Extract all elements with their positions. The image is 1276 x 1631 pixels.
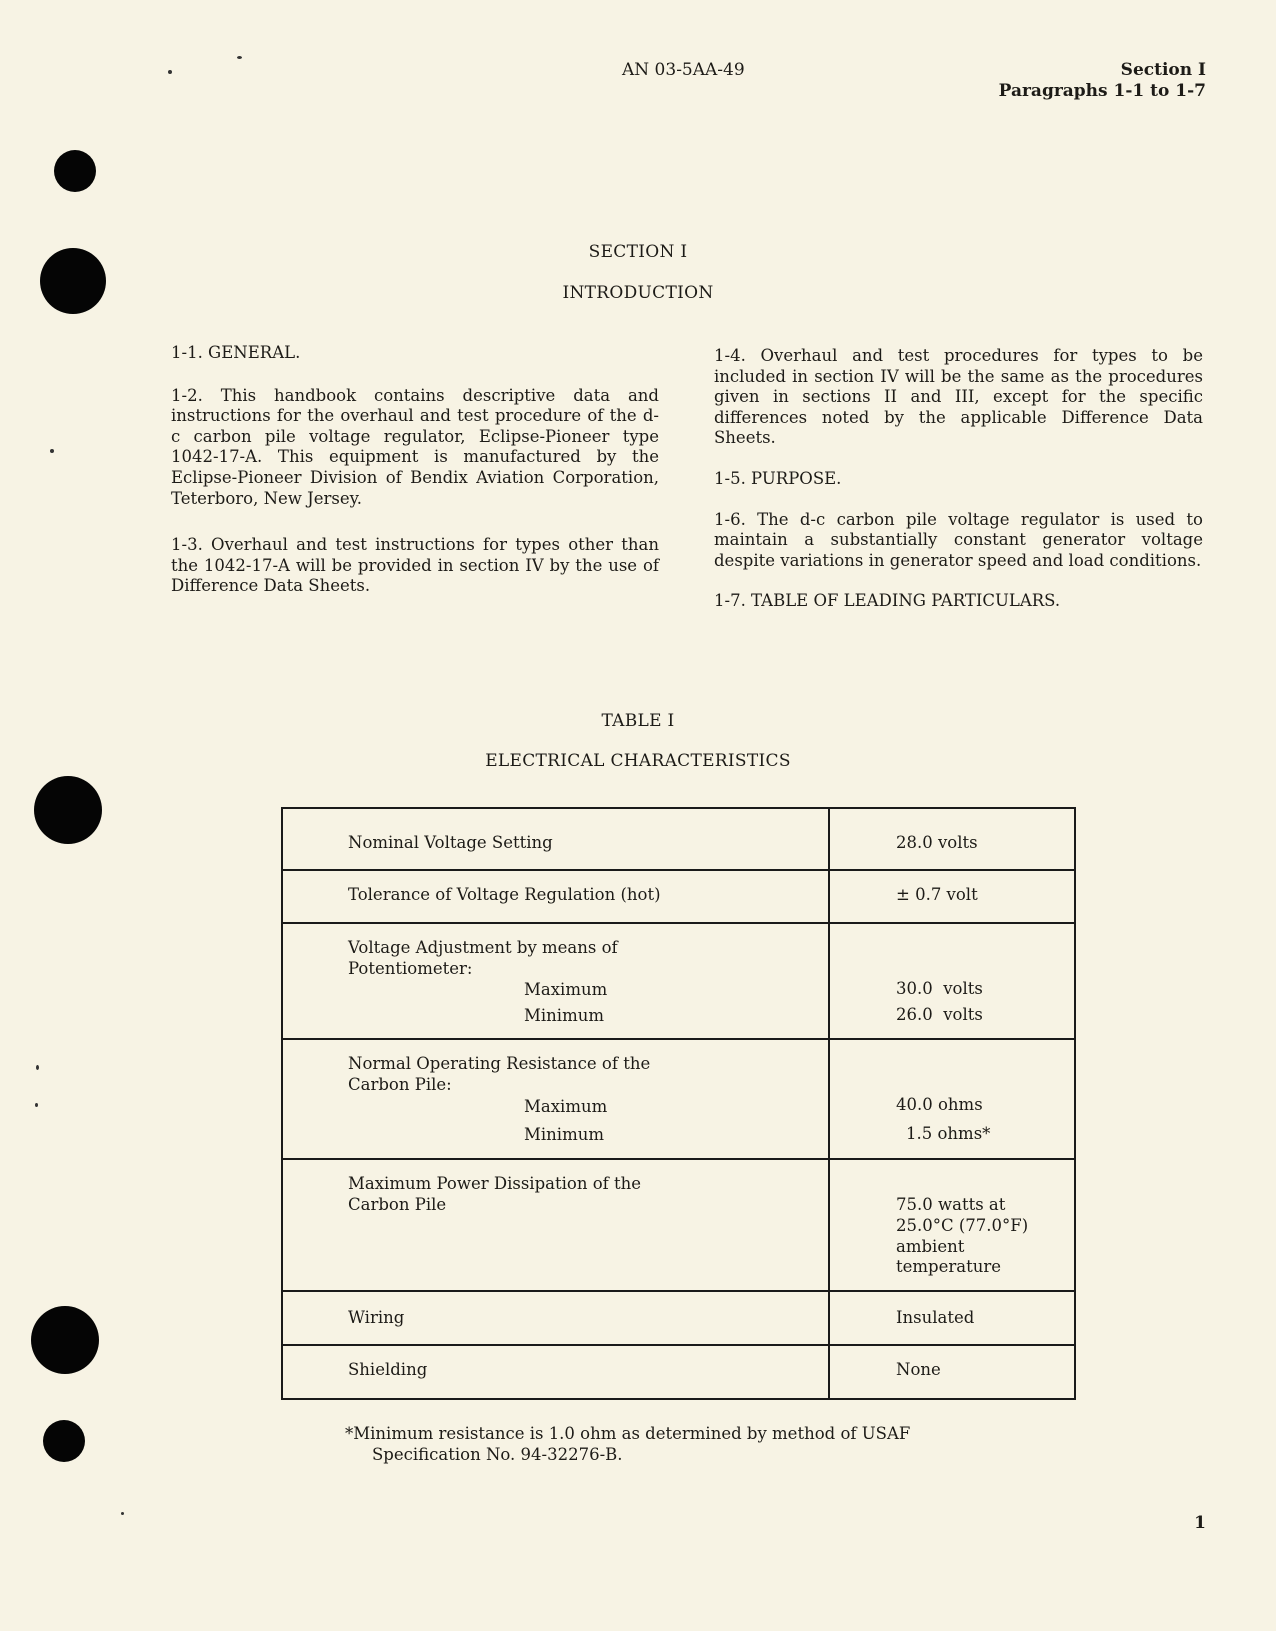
table-row (282, 870, 1075, 923)
min-label: Minimum (524, 1125, 604, 1145)
table-row (282, 1291, 1075, 1345)
document-number: AN 03-5AA-49 (622, 60, 745, 80)
table-footnote (345, 1423, 910, 1465)
scan-speck (35, 1103, 38, 1107)
table-caption: ELECTRICAL CHARACTERISTICS (485, 751, 791, 771)
label-line: Voltage Adjustment by means of (348, 938, 618, 957)
scan-speck (50, 449, 54, 453)
section-title: SECTION I (588, 242, 688, 262)
footnote-line: *Minimum resistance is 1.0 ohm as determined by method of USAF (345, 1424, 911, 1443)
row-label (282, 1039, 829, 1159)
paragraph-1-4: 1-4. Overhaul and test procedures for types to be included in section IV will be the same as the procedures given in sections II and III, except for the specific differences noted by the applicable Difference Data Sheets. (714, 346, 1203, 448)
section-subtitle: INTRODUCTION (562, 283, 714, 303)
min-value: 1.5 ohms* (906, 1123, 991, 1143)
right-column (714, 346, 1203, 612)
left-column (171, 343, 659, 597)
section-reference (999, 60, 1206, 102)
paragraph-1-7: 1-7. TABLE OF LEADING PARTICULARS. (714, 591, 1061, 611)
label-line: Normal Operating Resistance of the (348, 1054, 651, 1074)
min-label: Minimum (524, 1005, 604, 1025)
max-value: 30.0 volts (896, 979, 983, 998)
row-value (829, 1159, 1075, 1290)
value-line: 75.0 watts at (896, 1195, 1006, 1215)
value-line: ambient temperature (896, 1236, 1002, 1277)
row-label (282, 1159, 829, 1290)
row-value: ± 0.7 volt (829, 870, 1075, 923)
paragraph-range: Paragraphs 1-1 to 1-7 (998, 81, 1206, 101)
value-line: 25.0°C (77.0°F) (896, 1215, 1029, 1235)
label-line: Potentiometer: (348, 958, 473, 978)
label-line: Carbon Pile: (348, 1074, 452, 1094)
scan-speck (237, 56, 242, 59)
paragraph-1-3: 1-3. Overhaul and test instructions for types other than the 1042-17-A will be provided in section IV by the use of Difference Data Sheets. (171, 535, 659, 596)
punch-hole (31, 1306, 99, 1374)
label-line: Maximum Power Dissipation of the (348, 1174, 642, 1194)
min-value: 26.0 volts (896, 1004, 983, 1024)
punch-hole (34, 776, 102, 844)
row-label: Shielding (282, 1345, 829, 1399)
max-value: 40.0 ohms (896, 1095, 983, 1115)
row-value: Insulated (829, 1291, 1075, 1345)
table-row (282, 1159, 1075, 1290)
paragraph-1-5: 1-5. PURPOSE. (714, 468, 842, 488)
table-row (282, 1039, 1075, 1159)
punch-hole (43, 1420, 85, 1462)
max-label: Maximum (524, 980, 608, 1000)
table-row (282, 923, 1075, 1039)
paragraph-1-2: 1-2. This handbook contains descriptive data and instructions for the overhaul and test procedure of the d-c carbon pile voltage regulator, Eclipse-Pioneer type 1042-17-A. This equipment is manufactured by the Eclipse-Pioneer Division of Bendix Aviation Corporation, Teterboro, New Jersey. (171, 385, 659, 508)
table-row (282, 1345, 1075, 1399)
footnote-line: Specification No. 94-32276-B. (372, 1445, 623, 1464)
row-value: 28.0 volts (829, 808, 1075, 870)
row-label: Nominal Voltage Setting (282, 808, 829, 870)
label-line: Carbon Pile (348, 1194, 447, 1214)
row-label: Wiring (282, 1291, 829, 1345)
punch-hole (54, 150, 96, 192)
paragraph-1-6: 1-6. The d-c carbon pile voltage regulator is used to maintain a substantially constant generator voltage despite variations in generator speed and load conditions. (714, 509, 1203, 570)
paragraph-1-1: 1-1. GENERAL. (171, 343, 301, 362)
electrical-characteristics-table (281, 807, 1076, 1400)
table-row (282, 808, 1075, 870)
row-value: None (829, 1345, 1075, 1399)
scan-speck (121, 1512, 124, 1515)
section-label: Section I (1120, 60, 1206, 80)
page-number: 1 (1194, 1513, 1206, 1533)
row-value (829, 923, 1075, 1039)
table-title: TABLE I (601, 711, 675, 731)
row-label (282, 923, 829, 1039)
scan-speck (168, 70, 172, 74)
row-label: Tolerance of Voltage Regulation (hot) (282, 870, 829, 923)
row-value (829, 1039, 1075, 1159)
scan-speck (36, 1065, 39, 1070)
max-label: Maximum (524, 1096, 608, 1116)
